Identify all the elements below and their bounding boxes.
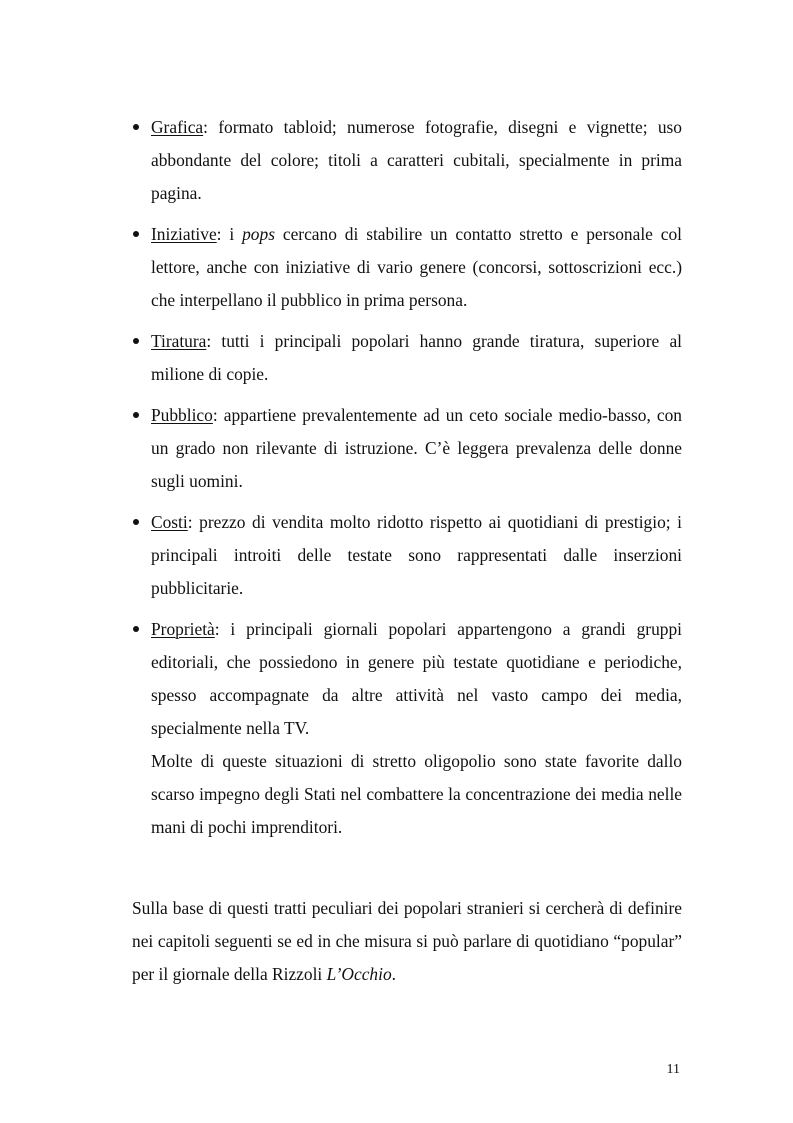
item-text: : i principali giornali popolari appartengono a grandi gruppi editoriali, che possiedono in genere più testate quotidiane e periodiche, spesso accompagnate da altre attività nel vasto campo dei media, specialmente nella TV. — [151, 619, 682, 738]
closing-paragraph — [132, 892, 682, 991]
bullet-icon — [133, 519, 139, 525]
item-text: : formato tabloid; numerose fotografie, disegni e vignette; uso abbondante del colore; titoli a caratteri cubitali, specialmente in prima pagina. — [151, 117, 682, 203]
closing-text: Sulla base di questi tratti peculiari dei popolari stranieri si cercherà di definire nei capitoli seguenti se ed in che misura si può parlare di quotidiano “popular” per il giornale della Rizzoli — [132, 898, 682, 984]
bullet-icon — [133, 231, 139, 237]
italic-word: pops — [242, 224, 275, 244]
list-item-grafica — [132, 111, 682, 210]
term-tiratura: Tiratura — [151, 331, 207, 351]
term-iniziative: Iniziative — [151, 224, 217, 244]
term-costi: Costi — [151, 512, 188, 532]
term-grafica: Grafica — [151, 117, 204, 137]
item-extra-paragraph: Molte di queste situazioni di stretto oligopolio sono state favorite dallo scarso impegno degli Stati nel combattere la concentrazione dei media nelle mani di pochi imprenditori. — [151, 751, 682, 837]
list-item-pubblico — [132, 399, 682, 498]
item-text: : prezzo di vendita molto ridotto rispetto ai quotidiani di prestigio; i principali introiti delle testate sono rappresentati dalle inserzioni pubblicitarie. — [151, 512, 682, 598]
feature-list — [132, 111, 682, 852]
page-number: 11 — [666, 1062, 680, 1077]
closing-end: . — [391, 964, 397, 984]
term-proprieta: Proprietà — [151, 619, 215, 639]
bullet-icon — [133, 338, 139, 344]
bullet-icon — [133, 124, 139, 130]
list-item-costi — [132, 506, 682, 605]
item-text: : appartiene prevalentemente ad un ceto sociale medio-basso, con un grado non rilevante di istruzione. C’è leggera prevalenza delle donne sugli uomini. — [151, 405, 682, 491]
item-text: : tutti i principali popolari hanno grande tiratura, superiore al milione di copie. — [151, 331, 682, 384]
newspaper-title: L’Occhio — [326, 964, 392, 984]
list-item-proprieta — [132, 613, 682, 844]
item-pre-text: : i — [216, 224, 243, 244]
bullet-icon — [133, 626, 139, 632]
list-item-tiratura — [132, 325, 682, 391]
item-text: cercano di stabilire un contatto stretto e personale col lettore, anche con iniziative di vario genere (concorsi, sottoscrizioni ecc.) che interpellano il pubblico in prima persona. — [151, 224, 682, 310]
bullet-icon — [133, 412, 139, 418]
list-item-iniziative — [132, 218, 682, 317]
term-pubblico: Pubblico — [151, 405, 213, 425]
